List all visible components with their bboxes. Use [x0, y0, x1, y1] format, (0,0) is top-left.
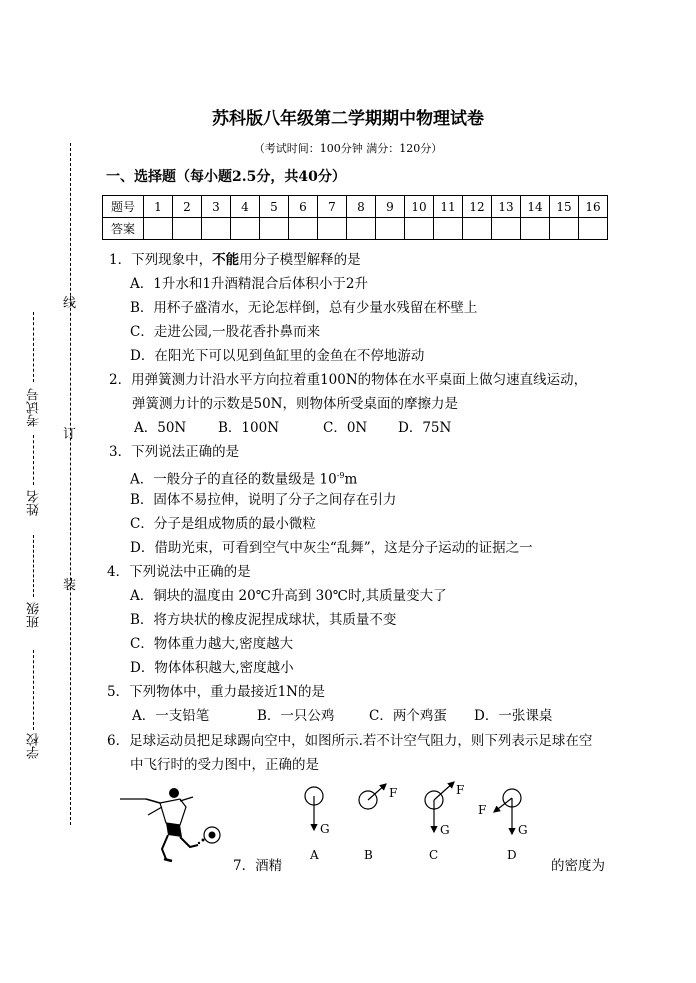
q4-option-b: B．将方块状的橡皮泥捏成球状，其质量不变	[130, 612, 397, 628]
answer-cell[interactable]	[550, 218, 579, 240]
question-7-end: 的密度为	[551, 858, 605, 874]
label-g-a: G	[320, 822, 330, 836]
q3-option-b: B．固体不易拉伸，说明了分子之间存在引力	[130, 492, 397, 508]
school-label: 学校	[27, 733, 42, 759]
label-f-c: F	[456, 783, 465, 797]
q2-option-b: B．100N	[218, 420, 280, 436]
exam-info: （考试时间：100分钟 满分：120分）	[253, 142, 443, 155]
soccer-player-illustration	[118, 785, 228, 865]
q3-unit: m	[344, 471, 358, 488]
force-diagrams	[290, 778, 540, 858]
q2-option-a: A．50N	[134, 420, 187, 436]
question-number-cell: 7	[318, 196, 347, 218]
question-number-cell: 12	[463, 196, 492, 218]
q3-option-c: C．分子是组成物质的最小微粒	[130, 516, 316, 532]
question-number-cell: 5	[260, 196, 289, 218]
page-title: 苏科版八年级第二学期期中物理试卷	[212, 109, 484, 129]
question-2-stem: 2．用弹簧测力计沿水平方向拉着重100N的物体在水平桌面上做匀速直线运动，	[109, 372, 588, 388]
question-number-cell: 9	[376, 196, 405, 218]
q1-emphasis: 不能	[212, 252, 240, 268]
question-2-stem-cont: 弹簧测力计的示数是50N，则物体所受桌面的摩擦力是	[132, 396, 458, 412]
label-g-d: G	[518, 823, 528, 837]
answer-cell[interactable]	[463, 218, 492, 240]
question-number-cell: 11	[434, 196, 463, 218]
answer-cell[interactable]	[521, 218, 550, 240]
question-number-cell: 8	[347, 196, 376, 218]
answer-cell[interactable]	[202, 218, 231, 240]
question-number-cell: 3	[202, 196, 231, 218]
answer-cell[interactable]	[231, 218, 260, 240]
school-blank	[33, 650, 34, 730]
question-number-cell: 10	[405, 196, 434, 218]
q1-prefix: 1．下列现象中，	[109, 252, 213, 268]
diagram-b	[359, 784, 386, 809]
q3-option-a	[130, 467, 357, 489]
question-5-stem: 5．下列物体中，重力最接近1N的是	[107, 684, 325, 700]
exam-number-label: 考试号	[27, 388, 42, 427]
question-number-cell: 14	[521, 196, 550, 218]
diagram-label-b: B	[364, 848, 373, 862]
table-header-cell: 答案	[103, 218, 144, 240]
binding-char-zhuang: 装	[63, 578, 77, 593]
question-number-cell: 1	[144, 196, 173, 218]
answer-cell[interactable]	[173, 218, 202, 240]
table-row	[103, 196, 608, 218]
question-4-stem: 4．下列说法中正确的是	[107, 564, 251, 580]
q1-option-b: B．用杯子盛清水，无论怎样倒，总有少量水残留在杯壁上	[130, 300, 478, 316]
answer-cell[interactable]	[347, 218, 376, 240]
class-blank	[33, 535, 34, 597]
q3-option-d: D．借助光束，可看到空气中灰尘“乱舞”，这是分子运动的证据之一	[130, 540, 533, 556]
label-f-b: F	[389, 786, 398, 800]
name-blank	[33, 435, 34, 485]
table-row	[103, 218, 608, 240]
q3-option-a-text: A．一般分子的直径的数量级是 10	[130, 471, 337, 488]
q1-option-d: D．在阳光下可以见到鱼缸里的金鱼在不停地游动	[130, 348, 425, 364]
question-number-cell: 15	[550, 196, 579, 218]
q5-option-a: A．一支铅笔	[132, 708, 210, 724]
question-6-stem-cont: 中飞行时的受力图中，正确的是	[130, 757, 319, 773]
question-number-cell: 6	[289, 196, 318, 218]
q2-option-c: C．0N	[323, 420, 368, 436]
diagram-label-c: C	[429, 848, 439, 862]
answer-table	[102, 195, 608, 240]
q5-option-d: D．一张课桌	[474, 708, 553, 724]
answer-cell[interactable]	[492, 218, 521, 240]
section-heading: 一、选择题（每小题2.5分，共40分）	[106, 169, 346, 185]
exam-number-blank	[33, 312, 34, 382]
diagram-d	[494, 789, 521, 834]
question-number-cell: 4	[231, 196, 260, 218]
q5-option-b: B．一只公鸡	[257, 708, 335, 724]
q3-exponent: -9	[336, 471, 345, 480]
table-header-cell: 题号	[103, 196, 144, 218]
q1-option-c: C．走进公园,一股花香扑鼻而来	[130, 324, 321, 340]
q4-option-d: D．物体体积越大,密度越小	[130, 660, 294, 676]
question-7-start: 7．酒精	[233, 858, 283, 874]
class-label: 班级	[27, 602, 42, 628]
binding-char-xian: 线	[63, 296, 77, 311]
answer-cell[interactable]	[376, 218, 405, 240]
diagram-label-d: D	[507, 848, 517, 862]
q2-option-d: D．75N	[398, 420, 452, 436]
answer-cell[interactable]	[405, 218, 434, 240]
answer-cell[interactable]	[144, 218, 173, 240]
answer-cell[interactable]	[289, 218, 318, 240]
name-label: 姓名	[27, 490, 42, 516]
q5-option-c: C．两个鸡蛋	[369, 708, 447, 724]
question-6-stem: 6．足球运动员把足球踢向空中，如图所示.若不计空气阻力，则下列表示足球在空	[107, 733, 593, 749]
label-f-d: F	[478, 803, 487, 817]
q4-option-a: A．铜块的温度由 20℃升高到 30℃时,其质量变大了	[130, 588, 447, 604]
question-number-cell: 13	[492, 196, 521, 218]
binding-line	[70, 143, 71, 825]
answer-cell[interactable]	[434, 218, 463, 240]
diagram-label-a: A	[310, 848, 319, 862]
answer-cell[interactable]	[260, 218, 289, 240]
answer-cell[interactable]	[579, 218, 608, 240]
question-number-cell: 2	[173, 196, 202, 218]
q1-option-a: A．1升水和1升酒精混合后体积小于2升	[130, 276, 369, 292]
question-3-stem: 3．下列说法正确的是	[109, 444, 240, 460]
binding-char-ding: 订	[63, 427, 77, 442]
label-g-c: G	[440, 823, 450, 837]
answer-cell[interactable]	[318, 218, 347, 240]
q1-suffix: 用分子模型解释的是	[239, 252, 361, 268]
q4-option-c: C．物体重力越大,密度越大	[130, 636, 294, 652]
question-number-cell: 16	[579, 196, 608, 218]
question-1-stem	[109, 251, 361, 269]
